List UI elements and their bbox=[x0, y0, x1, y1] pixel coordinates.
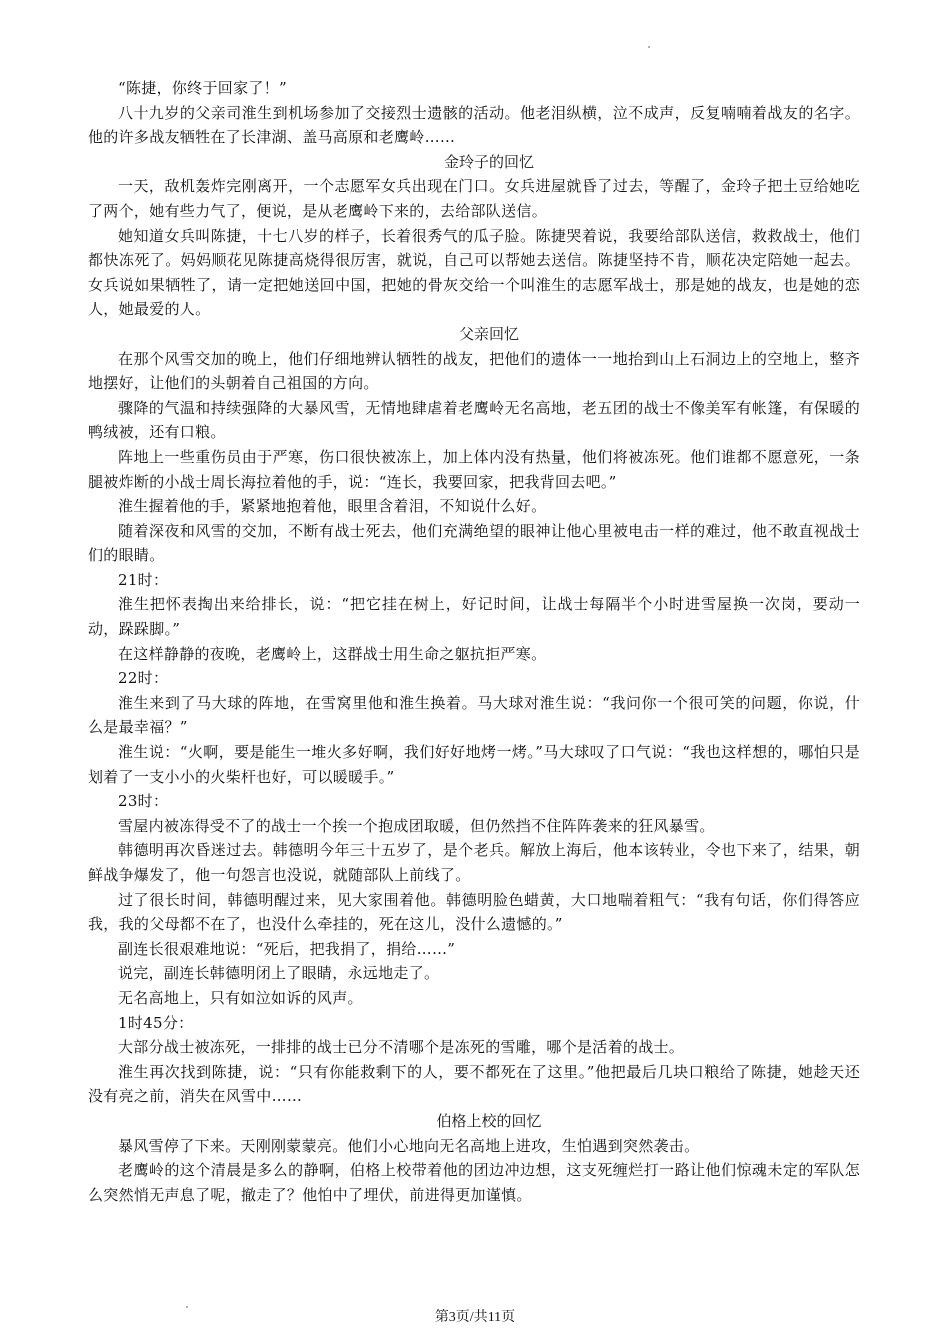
paragraph: 骤降的气温和持续强降的大暴风雪，无情地肆虐着老鹰岭无名高地，老五团的战士不像美军有帐篷，有保暖的鸭绒被，还有口粮。 bbox=[88, 398, 860, 442]
section-heading: 金玲子的回忆 bbox=[443, 152, 534, 171]
paragraph: 23时： bbox=[118, 792, 169, 811]
paragraph: 淮生来到了马大球的阵地，在雪窝里他和淮生换着。马大球对淮生说：“我问你一个很可笑的问题，你说，什么是最幸福？” bbox=[88, 693, 860, 737]
document-body bbox=[88, 76, 860, 1207]
paragraph: 雪屋内被冻得受不了的战士一个挨一个抱成团取暖，但仍然挡不住阵阵袭来的狂风暴雪。 bbox=[118, 816, 715, 835]
paragraph: 1时45分： bbox=[118, 1013, 194, 1032]
paragraph: 无名高地上，只有如泣如诉的风声。 bbox=[118, 988, 363, 1007]
paragraph: 她知道女兵叫陈捷，十七八岁的样子，长着很秀气的瓜子脸。陈捷哭着说，我要给部队送信，救救战士，他们都快冻死了。妈妈顺花见陈捷高烧得很厉害，就说，自己可以帮她去送信。陈捷坚持不肯，顺花决定陪她一起去。女兵说如果牺牲了，请一定把她送回中国，把她的骨灰交给一个叫淮生的志愿军战士，那是她的战友，也是她的恋人，她最爱的人。 bbox=[88, 226, 860, 319]
paragraph: 21时： bbox=[118, 570, 169, 589]
paragraph: 在那个风雪交加的晚上，他们仔细地辨认牺牲的战友，把他们的遗体一一地抬到山上石洞边上的空地上，整齐地摆好，让他们的头朝着自己祖国的方向。 bbox=[88, 349, 860, 393]
paragraph: 过了很长时间，韩德明醒过来，见大家围着他。韩德明脸色蜡黄，大口地喘着粗气：“我有句话，你们得答应我，我的父母都不在了，也没什么牵挂的，死在这儿，没什么遗憾的。” bbox=[88, 890, 860, 934]
page-footer: 第3页/共11页 bbox=[434, 1310, 516, 1325]
paragraph: 随着深夜和风雪的交加，不断有战士死去，他们充满绝望的眼神让他心里被电击一样的难过，他不敢直视战士们的眼睛。 bbox=[88, 521, 860, 565]
paragraph: “陈捷，你终于回家了！” bbox=[118, 79, 287, 97]
scan-speck bbox=[648, 46, 650, 48]
paragraph: 大部分战士被冻死，一排排的战士已分不清哪个是冻死的雪雕，哪个是活着的战士。 bbox=[118, 1038, 685, 1057]
section-heading: 父亲回忆 bbox=[458, 324, 519, 343]
paragraph: 在这样静静的夜晚，老鹰岭上，这群战士用生命之躯抗拒严寒。 bbox=[118, 644, 547, 663]
paragraph: 阵地上一些重伤员由于严寒，伤口很快被冻上，加上体内没有热量，他们将被冻死。他们谁都不愿意死，一条腿被炸断的小战士周长海拉着他的手，说：“连长，我要回家，把我背回去吧。” bbox=[88, 447, 860, 491]
paragraph: 副连长很艰难地说：“死后，把我捐了，捐给……” bbox=[118, 939, 456, 958]
paragraph: 暴风雪停了下来。天刚刚蒙蒙亮。他们小心地向无名高地上进攻，生怕遇到突然袭击。 bbox=[118, 1136, 700, 1155]
paragraph: 老鹰岭的这个清晨是多么的静啊，伯格上校带着他的团边冲边想，这支死缠烂打一路让他们惊魂未定的军队怎么突然悄无声息了呢，撤走了？他怕中了埋伏，前进得更加谨慎。 bbox=[88, 1161, 860, 1204]
paragraph: 一天，敌机轰炸完刚离开，一个志愿军女兵出现在门口。女兵进屋就昏了过去，等醒了，金玲子把土豆给她吃了两个，她有些力气了，便说，是从老鹰岭下来的，去给部队送信。 bbox=[88, 177, 860, 220]
section-heading: 伯格上校的回忆 bbox=[436, 1111, 542, 1130]
paragraph: 八十九岁的父亲司淮生到机场参加了交接烈士遗骸的活动。他老泪纵横，泣不成声，反复喃喃着战友的名字。他的许多战友牺牲在了长津湖、盖马高原和老鹰岭…… bbox=[88, 103, 860, 147]
paragraph: 淮生说：“火啊，要是能生一堆火多好啊，我们好好地烤一烤。”马大球叹了口气说：“我也这样想的，哪怕只是划着了一支小小的火柴杆也好，可以暖暖手。” bbox=[88, 743, 860, 786]
paragraph: 说完，副连长韩德明闭上了眼睛，永远地走了。 bbox=[118, 964, 440, 983]
paragraph: 韩德明再次昏迷过去。韩德明今年三十五岁了，是个老兵。解放上海后，他本该转业，令也下来了，结果，朝鲜战争爆发了，他一句怨言也没说，就随部队上前线了。 bbox=[88, 841, 860, 884]
paragraph: 淮生握着他的手，紧紧地抱着他，眼里含着泪，不知说什么好。 bbox=[118, 497, 547, 516]
paragraph: 淮生再次找到陈捷，说：“只有你能救剩下的人，要不都死在了这里。”他把最后几块口粮给了陈捷，她趁天还没有亮之前，消失在风雪中…… bbox=[88, 1062, 860, 1106]
paragraph: 淮生把怀表掏出来给排长，说：“把它挂在树上，好记时间，让战士每隔半个小时进雪屋换一次岗，要动一动，跺跺脚。” bbox=[88, 595, 860, 639]
paragraph: 22时： bbox=[118, 669, 169, 688]
